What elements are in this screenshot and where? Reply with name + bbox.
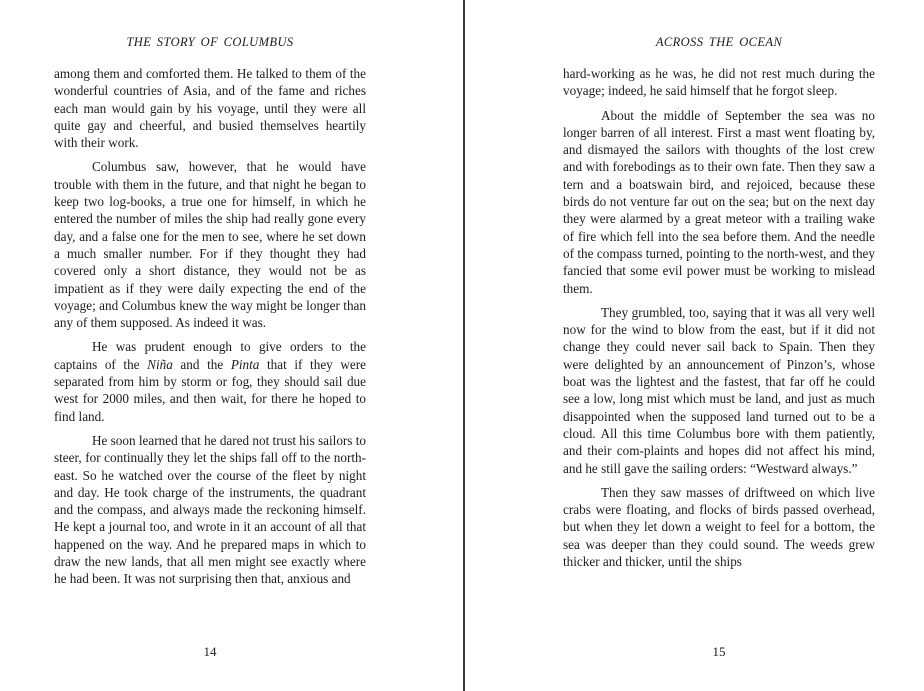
right-paragraph-2: About the middle of September the sea was no longer barren of all interest. First a mast went floating by, and dismayed the sailors with thoughts of the lost crew and with forebodings as to their own fate. Then they saw a tern and a boatswain bird, and rejoiced, because these birds do not venture far out on the sea; but on the next day they were alarmed by a great meteor with a trailing wake of fire which fell into the sea before them. And the needle of the compass turned, pointing to the north-west, and they fancied that some evil power must be working to mislead them. <box>563 107 875 296</box>
left-page-number: 14 <box>203 644 217 659</box>
right-paragraph-4: Then they saw masses of driftweed on which live crabs were floating, and flocks of birds passed overhead, but when they let down a weight to feel for a bottom, the sea was deeper than they could sound. The weeds grew thicker and thicker, until the ships <box>563 484 875 570</box>
left-paragraph-3 <box>54 338 366 424</box>
left-paragraph-3-part-c: that if they were separated from him by storm or fog, they should sail due west for 2000 miles, and then wait, for there he hoped to find land. <box>54 356 366 424</box>
left-paragraph-1: among them and comforted them. He talked to them of the wonderful countries of Asia, and of the fame and riches each man would gain by his voyage, until they were all quite gay and cheerful, and busied themselves heartily with their work. <box>54 66 366 151</box>
left-running-head: THE STORY OF COLUMBUS <box>126 35 294 49</box>
left-page-text <box>54 65 366 588</box>
left-page <box>54 0 366 691</box>
left-paragraph-3-part-a: He was prudent enough to give orders to the captains of the <box>54 339 366 372</box>
right-paragraph-1: hard-working as he was, he did not rest much during the voyage; indeed, he said himself that he forgot sleep. <box>563 66 875 99</box>
left-paragraph-2: Columbus saw, however, that he would have trouble with them in the future, and that night he began to keep two log-books, a true one for himself, in which he entered the number of miles the ship had really gone every day, and a false one for the men to see, where he set down a much smaller number. For if they thought they had covered only a short distance, they would not be as impatient as if they were daily expecting the end of the voyage; and Columbus knew the way might be longer than any of them supposed. As indeed it was. <box>54 159 366 331</box>
ship-name-pinta: Pinta <box>230 356 260 372</box>
right-page-number: 15 <box>712 644 726 659</box>
right-running-head: ACROSS THE OCEAN <box>655 35 783 49</box>
right-page <box>563 0 875 691</box>
left-paragraph-4: He soon learned that he dared not trust his sailors to steer, for continually they let the ships fall off to the north-east. So he watched over the course of the fleet by night and day. He took charge of the instruments, the quadrant and the compass, and always made the reckoning himself. He kept a journal too, and wrote in it an account of all that happened on the way. And he prepared maps in which to draw the new lands, that all men might see exactly where he had been. It was not surprising then that, anxious and <box>54 432 366 587</box>
book-gutter <box>463 0 465 691</box>
right-page-text <box>563 65 875 570</box>
left-paragraph-3-part-b: and the <box>172 356 231 372</box>
right-paragraph-3: They grumbled, too, saying that it was all very well now for the wind to blow from the east, but if it did not change they could never sail back to Spain. Then they were delighted by an announcement of Pinzon’s, whose boat was the lightest and the fastest, that far off he could see a low, long mist which must be land, and just as much disappointed when the supposed land turned out to be a cloud. All this time Columbus bore with them patiently, and their com-plaints and hopes did not affect his mind, and he still gave the sailing orders: “Westward always.” <box>563 304 875 476</box>
ship-name-nina: Niña <box>147 356 173 372</box>
